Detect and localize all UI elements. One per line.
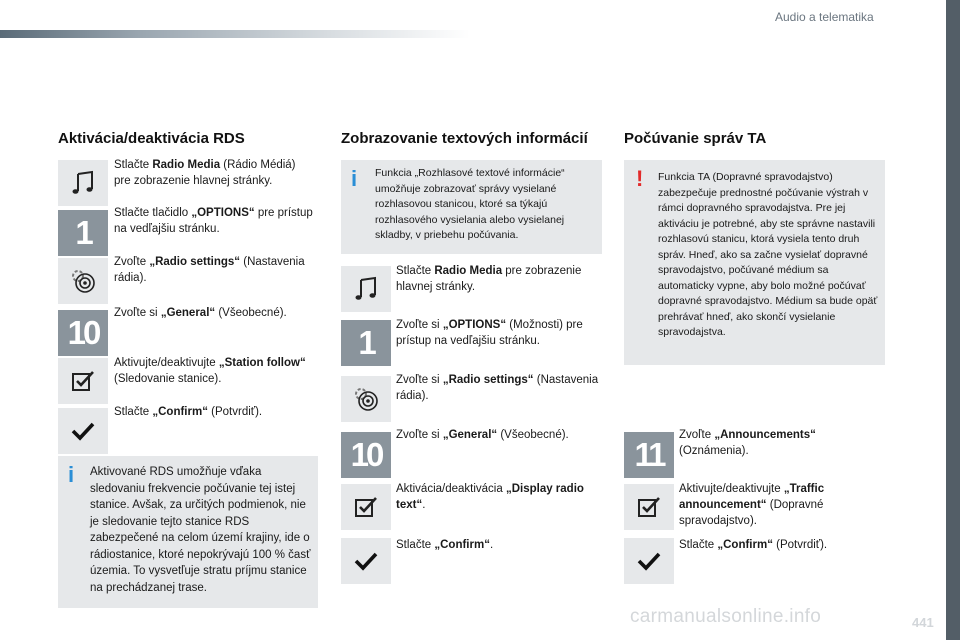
step-number-tile bbox=[58, 210, 108, 256]
col2-title: Zobrazovanie textových informácií bbox=[341, 130, 588, 147]
checkbox-tile bbox=[58, 358, 108, 404]
col2-info-box bbox=[341, 160, 602, 254]
header-gradient-bar bbox=[0, 30, 470, 38]
music-note-icon bbox=[353, 276, 379, 302]
step-number: 10 bbox=[350, 436, 382, 473]
step-number-tile bbox=[624, 432, 674, 478]
col1-step4: Zvoľte si „General“ (Všeobecné). bbox=[114, 307, 287, 319]
col3-warning-box bbox=[624, 160, 885, 365]
col2-step2: Zvoľte si „OPTIONS“ (Možnosti) pre prístup na vedľajšiu stránku. bbox=[396, 319, 583, 347]
radio-tile bbox=[341, 376, 391, 422]
col1-info-text: Aktivované RDS umožňuje vďaka sledovaniu frekvencie počúvanie tej istej stanice. Avšak, za určitých podmienok, nie je sledovanie tejto stanice RDS zabezpečené na celom území krajiny, ide o rádiostanice, ktoré nepokrývajú 100 % časť územia. To vysvetľuje stratu príjmu stanice na prechádzanej trase. bbox=[90, 466, 311, 594]
step-number: 1 bbox=[75, 214, 91, 251]
col3-step1: Zvoľte „Announcements“ (Oznámenia). bbox=[679, 429, 816, 457]
col2-step5: Aktivácia/deaktivácia „Display radio text“. bbox=[396, 483, 584, 511]
col3-title: Počúvanie správ TA bbox=[624, 130, 767, 147]
info-icon: i bbox=[351, 166, 358, 191]
col2-info-text: Funkcia „Rozhlasové textové informácie“ umožňuje zobrazovať správy vysielané rozhlasovou stanicou, ktoré sa týkajú rozhlasového vysielania alebo vysielanej skladby, v priebehu počúvania. bbox=[375, 167, 565, 241]
checkbox-icon bbox=[70, 369, 96, 393]
page-edge-strip bbox=[946, 0, 960, 640]
checkmark-icon bbox=[353, 550, 379, 572]
section-title: Audio a telematika bbox=[775, 10, 874, 24]
music-tile bbox=[58, 160, 108, 206]
col3-info-text: Funkcia TA (Dopravné spravodajstvo) zabezpečuje prednostné počúvanie výstrah v rámci dopravného spravodajstva. Pre jej aktiváciu je potrebné, aby ste správne nastavili rozhlasovú stanicu, ktorá vysiela tento druh správ. Hneď, ako sa začne vysielať dopravné spravodajstvo, počúvané médium sa automaticky vypne, aby bolo možné počúvať dopravné spravodajstvo. Médium sa bude opäť prehrávať hneď, ako skončí vysielanie spravodajstva. bbox=[658, 171, 878, 338]
music-note-icon bbox=[70, 170, 96, 196]
checkmark-icon bbox=[636, 550, 662, 572]
col2-step4: Zvoľte si „General“ (Všeobecné). bbox=[396, 429, 569, 441]
col2-step3: Zvoľte si „Radio settings“ (Nastavenia rádia). bbox=[396, 374, 599, 402]
col1-step2: Stlačte tlačidlo „OPTIONS“ pre prístup na vedľajšiu stránku. bbox=[114, 207, 313, 235]
col1-info-box bbox=[58, 456, 318, 608]
col1-step3: Zvoľte „Radio settings“ (Nastavenia rádia). bbox=[114, 256, 305, 284]
info-icon: i bbox=[68, 462, 75, 487]
step-number-tile bbox=[341, 432, 391, 478]
col3-step2: Aktivujte/deaktivujte „Traffic announcement“ (Dopravné spravodajstvo). bbox=[679, 483, 825, 527]
music-tile bbox=[341, 266, 391, 312]
col3-step3: Stlačte „Confirm“ (Potvrdiť). bbox=[679, 539, 828, 551]
step-number: 10 bbox=[67, 314, 99, 351]
col2-step6: Stlačte „Confirm“. bbox=[396, 539, 494, 551]
step-number-tile bbox=[58, 310, 108, 356]
step-number-tile bbox=[341, 320, 391, 366]
col1-title: Aktivácia/deaktivácia RDS bbox=[58, 130, 245, 147]
checkmark-icon bbox=[70, 420, 96, 442]
watermark: carmanualsonline.info bbox=[630, 606, 822, 627]
col1-step5: Aktivujte/deaktivujte „Station follow“ (Sledovanie stanice). bbox=[114, 357, 306, 385]
warning-icon: ! bbox=[636, 166, 644, 191]
step-number: 11 bbox=[634, 436, 664, 473]
checkbox-tile bbox=[624, 484, 674, 530]
col1-step1: Stlačte Radio Media (Rádio Médiá) pre zobrazenie hlavnej stránky. bbox=[114, 159, 296, 187]
checkbox-tile bbox=[341, 484, 391, 530]
radio-tile bbox=[58, 258, 108, 304]
confirm-tile bbox=[624, 538, 674, 584]
confirm-tile bbox=[341, 538, 391, 584]
radio-settings-icon bbox=[68, 266, 98, 296]
page-number: 441 bbox=[912, 615, 934, 630]
checkbox-icon bbox=[353, 495, 379, 519]
step-number: 1 bbox=[358, 324, 374, 361]
col2-step1: Stlačte Radio Media pre zobrazenie hlavnej stránky. bbox=[396, 265, 582, 293]
checkbox-icon bbox=[636, 495, 662, 519]
confirm-tile bbox=[58, 408, 108, 454]
radio-settings-icon bbox=[351, 384, 381, 414]
col1-step6: Stlačte „Confirm“ (Potvrdiť). bbox=[114, 406, 263, 418]
